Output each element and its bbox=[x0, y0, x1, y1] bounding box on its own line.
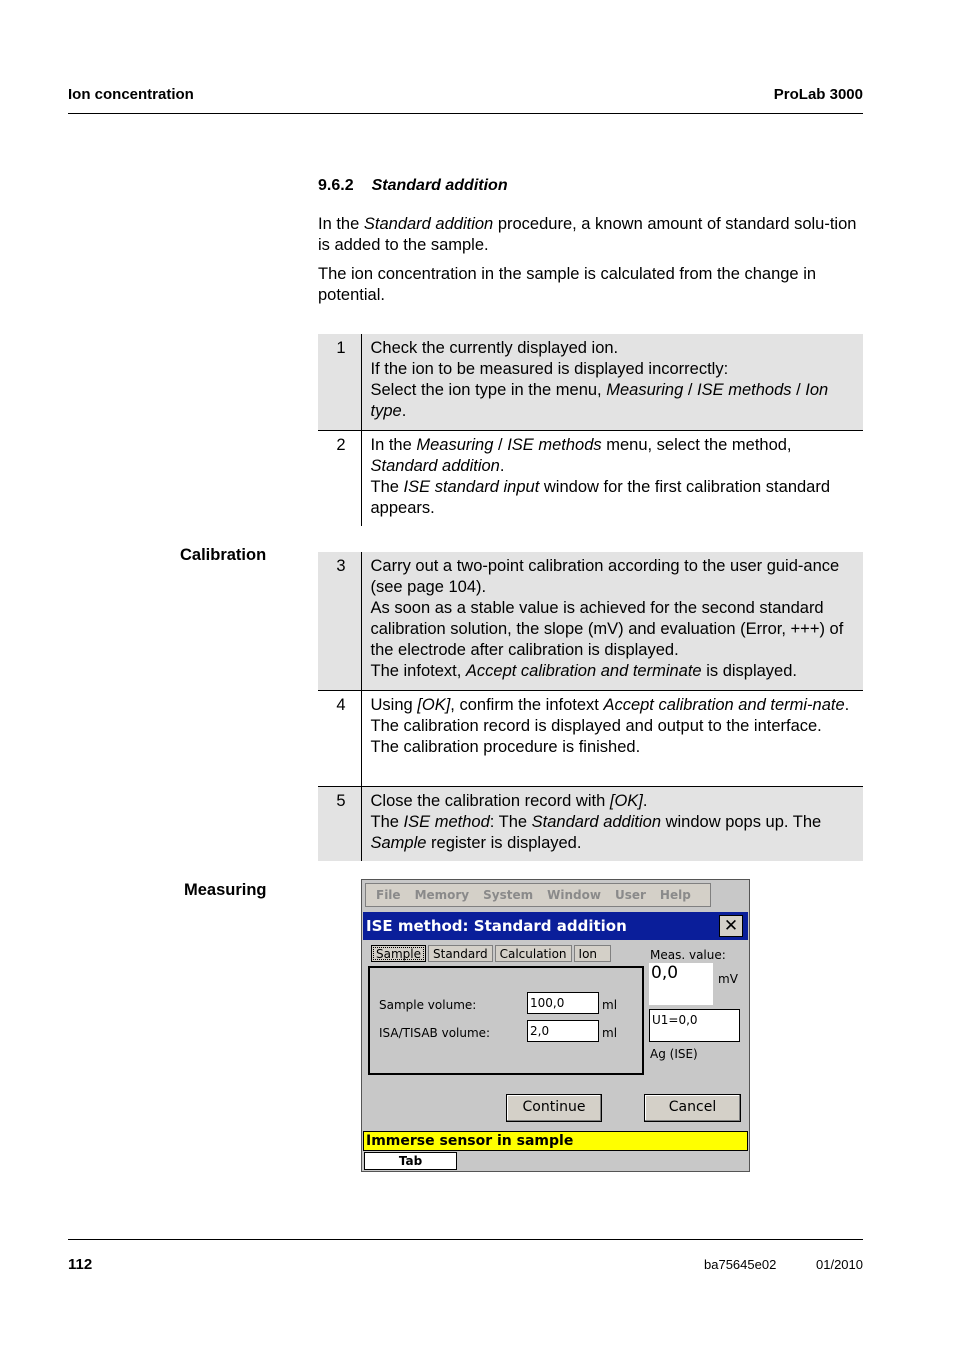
tab-sample[interactable]: Sample bbox=[371, 945, 426, 962]
step-text: Carry out a two-point calibration according to the user guid-ance (see page 104). As soon as a stable value is achieved for the second standard calibration solution, the slope (mV) and evaluation (Error, +++) of the electrode after calibration is displayed. The infotext, Accept calibration and terminate is displayed. bbox=[361, 552, 863, 690]
tab-calculation[interactable]: Calculation bbox=[495, 945, 572, 962]
tab-button[interactable]: Tab bbox=[364, 1152, 457, 1170]
measuring-label: Measuring bbox=[184, 881, 267, 899]
menu-help[interactable]: Help bbox=[659, 888, 691, 902]
step-text: Using [OK], confirm the infotext Accept calibration and termi-nate. The calibration record is displayed and output to the interface. The calibration procedure is finished. bbox=[361, 690, 863, 786]
calibration-label: Calibration bbox=[180, 546, 267, 564]
isa-volume-input[interactable]: 2,0 bbox=[527, 1020, 599, 1042]
tab-ion[interactable]: Ion bbox=[574, 945, 611, 962]
intro-paragraph-1: In the Standard addition procedure, a known amount of standard solu-tion is added to the sample. bbox=[318, 215, 857, 254]
device-screenshot bbox=[361, 879, 750, 1172]
cancel-button[interactable]: Cancel bbox=[644, 1094, 741, 1122]
section-number: 9.6.2 bbox=[318, 177, 354, 194]
section-name: Standard addition bbox=[371, 177, 508, 194]
menu-window[interactable]: Window bbox=[547, 888, 601, 902]
steps-table-1 bbox=[318, 334, 863, 526]
step-number: 1 bbox=[318, 334, 361, 430]
sample-panel bbox=[368, 966, 644, 1075]
steps-table-2 bbox=[318, 552, 863, 861]
step-row bbox=[318, 552, 863, 690]
u1-display: U1=0,0 bbox=[649, 1009, 740, 1042]
menu-system[interactable]: System bbox=[483, 888, 534, 902]
step-row bbox=[318, 690, 863, 786]
meas-value-unit: mV bbox=[718, 972, 738, 986]
step-row bbox=[318, 334, 863, 430]
step-text: Close the calibration record with [OK]. The ISE method: The Standard addition window pops up. The Sample register is displayed. bbox=[361, 786, 863, 861]
electrode-label: Ag (ISE) bbox=[650, 1047, 698, 1061]
sample-volume-unit: ml bbox=[602, 998, 618, 1012]
tab-standard[interactable]: Standard bbox=[428, 945, 493, 962]
dialog-title: ISE method: Standard addition bbox=[363, 912, 748, 940]
header-right: ProLab 3000 bbox=[773, 86, 863, 103]
intro-paragraph-2: The ion concentration in the sample is calculated from the change in potential. bbox=[318, 265, 817, 304]
step-row bbox=[318, 430, 863, 526]
sample-volume-input[interactable]: 100,0 bbox=[527, 992, 599, 1014]
sample-volume-label: Sample volume: bbox=[379, 998, 477, 1012]
continue-button[interactable]: Continue bbox=[506, 1094, 602, 1122]
step-text: In the Measuring / ISE methods menu, select the method, Standard addition. The ISE standard input window for the first calibration standard appears. bbox=[361, 430, 863, 526]
menu-user[interactable]: User bbox=[614, 888, 646, 902]
doc-date: 01/2010 bbox=[816, 1257, 863, 1272]
header-left: Ion concentration bbox=[68, 86, 194, 103]
footer-rule bbox=[68, 1239, 863, 1240]
step-number: 2 bbox=[318, 430, 361, 526]
menu-file[interactable]: File bbox=[376, 888, 401, 902]
step-number: 5 bbox=[318, 786, 361, 861]
step-number: 3 bbox=[318, 552, 361, 690]
doc-number: ba75645e02 bbox=[704, 1257, 777, 1272]
tab-bar bbox=[371, 945, 613, 962]
step-number: 4 bbox=[318, 690, 361, 786]
section-title bbox=[318, 177, 508, 195]
close-icon[interactable]: ✕ bbox=[719, 915, 743, 937]
menu-memory[interactable]: Memory bbox=[414, 888, 470, 902]
page-number: 112 bbox=[68, 1256, 93, 1273]
meas-value-display: 0,0 bbox=[649, 963, 713, 1005]
status-bar: Immerse sensor in sample bbox=[363, 1131, 748, 1151]
step-row bbox=[318, 786, 863, 861]
meas-value-label: Meas. value: bbox=[650, 948, 726, 962]
menu-bar bbox=[365, 883, 711, 907]
step-text: Check the currently displayed ion. If the ion to be measured is displayed incorrectly: Select the ion type in the menu, Measuring / ISE methods / Ion type. bbox=[361, 334, 863, 430]
header-rule bbox=[68, 113, 863, 114]
isa-volume-unit: ml bbox=[602, 1026, 618, 1040]
isa-volume-label: ISA/TISAB volume: bbox=[379, 1026, 491, 1040]
